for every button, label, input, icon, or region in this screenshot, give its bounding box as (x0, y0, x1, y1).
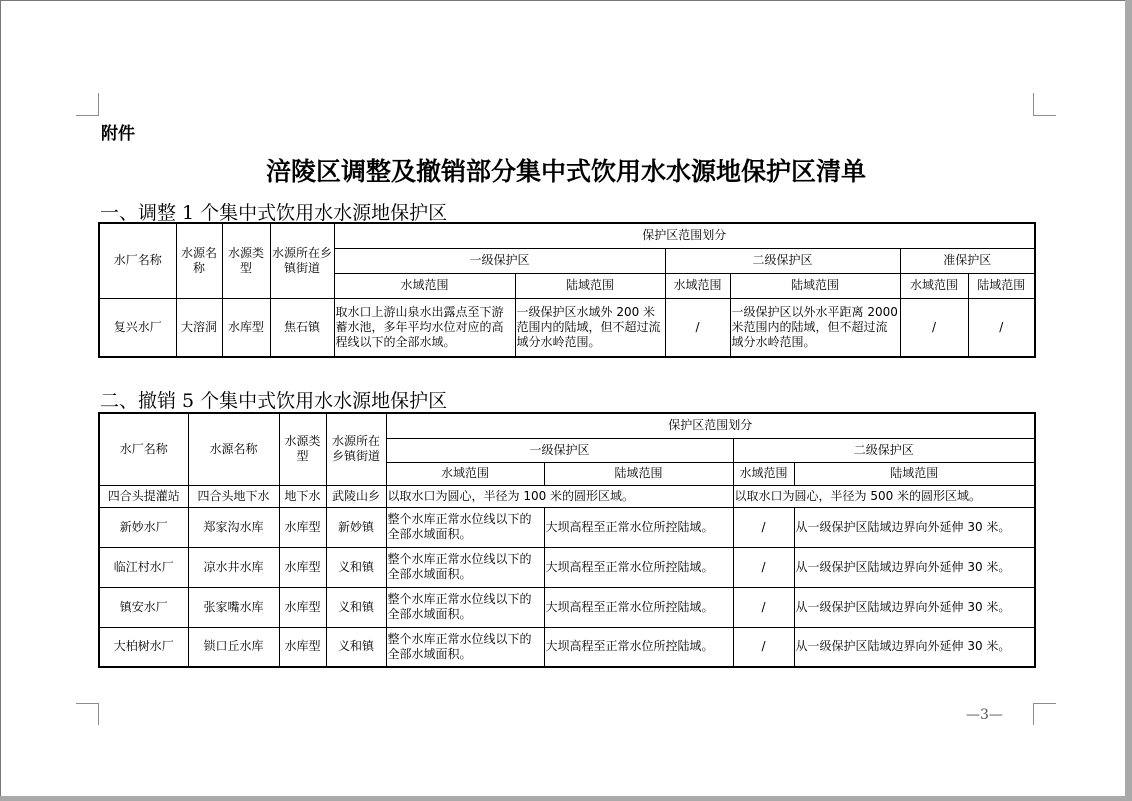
cell-l1-water: 整个水库正常水位线以下的全部水域面积。 (386, 507, 544, 547)
header-level1: 一级保护区 (386, 438, 733, 462)
header-protection: 保护区范围划分 (386, 413, 1035, 438)
cell-l2-land: 从一级保护区陆域边界向外延伸 30 米。 (794, 627, 1035, 667)
header-source: 水源名称 (188, 413, 279, 485)
cell-l2-water: / (733, 507, 794, 547)
header-quasi: 准保护区 (900, 248, 1035, 273)
cell-l1-land: 大坝高程至正常水位所控陆域。 (544, 547, 733, 587)
cell-l1-water: 整个水库正常水位线以下的全部水域面积。 (386, 587, 544, 627)
section-1-title: 一、调整 1 个集中式饮用水水源地保护区 (100, 202, 448, 224)
cell-source: 郑家沟水库 (188, 507, 279, 547)
header-l1-land: 陆域范围 (515, 273, 665, 298)
revoke-protection-table (98, 412, 1036, 668)
header-level2: 二级保护区 (665, 248, 900, 273)
table-row (99, 298, 1035, 357)
crop-mark-bottom-left (76, 703, 99, 704)
adjust-protection-table (98, 222, 1036, 358)
header-town: 水源所在乡镇街道 (270, 223, 334, 298)
header-l1-land: 陆域范围 (544, 462, 733, 485)
table-row (99, 485, 1035, 507)
header-type: 水源类型 (279, 413, 326, 485)
cell-l1-land: 大坝高程至正常水位所控陆域。 (544, 507, 733, 547)
table-row (99, 507, 1035, 547)
crop-mark-top-right (1033, 93, 1034, 115)
header-source: 水源名称 (176, 223, 222, 298)
cell-type: 水库型 (279, 547, 326, 587)
cell-plant: 四合头提灌站 (99, 485, 188, 507)
cell-type: 水库型 (279, 507, 326, 547)
cell-plant: 复兴水厂 (99, 298, 176, 357)
cell-level1-merged: 以取水口为圆心，半径为 100 米的圆形区域。 (386, 485, 733, 507)
cell-level2-merged: 以取水口为圆心，半径为 500 米的圆形区域。 (733, 485, 1035, 507)
annex-label: 附件 (101, 124, 135, 144)
header-plant: 水厂名称 (99, 223, 176, 298)
section-2-title: 二、撤销 5 个集中式饮用水水源地保护区 (100, 390, 448, 412)
cell-source: 大溶洞 (176, 298, 222, 357)
cell-plant: 新妙水厂 (99, 507, 188, 547)
cell-l1-land: 一级保护区水域外 200 米范围内的陆域，但不超过流域分水岭范围。 (515, 298, 665, 357)
cell-l1-land: 大坝高程至正常水位所控陆域。 (544, 587, 733, 627)
cell-town: 义和镇 (326, 547, 386, 587)
cell-l1-land: 大坝高程至正常水位所控陆域。 (544, 627, 733, 667)
crop-mark-top-left (76, 115, 99, 116)
cell-l2-land: 从一级保护区陆域边界向外延伸 30 米。 (794, 547, 1035, 587)
cell-town: 义和镇 (326, 587, 386, 627)
cell-type: 水库型 (279, 627, 326, 667)
page-shadow-bottom (0, 796, 1132, 801)
cell-q-land: / (968, 298, 1035, 357)
cell-l1-water: 取水口上游山泉水出露点至下游蓄水池，多年平均水位对应的高程线以下的全部水域。 (334, 298, 515, 357)
cell-l2-water: / (733, 547, 794, 587)
cell-town: 新妙镇 (326, 507, 386, 547)
cell-type: 地下水 (279, 485, 326, 507)
page-shadow-right (1125, 0, 1132, 801)
crop-mark-bottom-right (1033, 703, 1056, 704)
cell-source: 凉水井水库 (188, 547, 279, 587)
header-l2-land: 陆域范围 (730, 273, 900, 298)
page-number: —3— (966, 707, 1003, 723)
header-l2-water: 水域范围 (733, 462, 794, 485)
header-level2: 二级保护区 (733, 438, 1035, 462)
cell-plant: 大柏树水厂 (99, 627, 188, 667)
header-type: 水源类型 (222, 223, 270, 298)
header-town: 水源所在乡镇街道 (326, 413, 386, 485)
cell-l2-water: / (665, 298, 730, 357)
table-row (99, 547, 1035, 587)
crop-mark-bottom-right (1033, 703, 1034, 725)
cell-l2-land: 一级保护区以外水平距离 2000 米范围内的陆域，但不超过流域分水岭范围。 (730, 298, 900, 357)
cell-town: 武陵山乡 (326, 485, 386, 507)
cell-l2-land: 从一级保护区陆域边界向外延伸 30 米。 (794, 507, 1035, 547)
document-title: 涪陵区调整及撤销部分集中式饮用水水源地保护区清单 (265, 157, 866, 186)
header-l2-water: 水域范围 (665, 273, 730, 298)
cell-plant: 临江村水厂 (99, 547, 188, 587)
table-row (99, 587, 1035, 627)
cell-l2-water: / (733, 627, 794, 667)
header-l2-land: 陆域范围 (794, 462, 1035, 485)
cell-l2-water: / (733, 587, 794, 627)
crop-mark-top-left (98, 93, 99, 115)
cell-town: 焦石镇 (270, 298, 334, 357)
header-l1-water: 水域范围 (334, 273, 515, 298)
crop-mark-top-right (1033, 115, 1056, 116)
cell-source: 锁口丘水库 (188, 627, 279, 667)
table-row (99, 627, 1035, 667)
cell-town: 义和镇 (326, 627, 386, 667)
cell-q-water: / (900, 298, 968, 357)
cell-l1-water: 整个水库正常水位线以下的全部水域面积。 (386, 627, 544, 667)
cell-source: 四合头地下水 (188, 485, 279, 507)
header-q-land: 陆域范围 (968, 273, 1035, 298)
header-q-water: 水域范围 (900, 273, 968, 298)
cell-l2-land: 从一级保护区陆域边界向外延伸 30 米。 (794, 587, 1035, 627)
crop-mark-bottom-left (98, 703, 99, 725)
header-protection: 保护区范围划分 (334, 223, 1035, 248)
header-level1: 一级保护区 (334, 248, 665, 273)
cell-source: 张家嘴水库 (188, 587, 279, 627)
cell-type: 水库型 (279, 587, 326, 627)
cell-plant: 镇安水厂 (99, 587, 188, 627)
cell-type: 水库型 (222, 298, 270, 357)
header-l1-water: 水域范围 (386, 462, 544, 485)
header-plant: 水厂名称 (99, 413, 188, 485)
cell-l1-water: 整个水库正常水位线以下的全部水域面积。 (386, 547, 544, 587)
